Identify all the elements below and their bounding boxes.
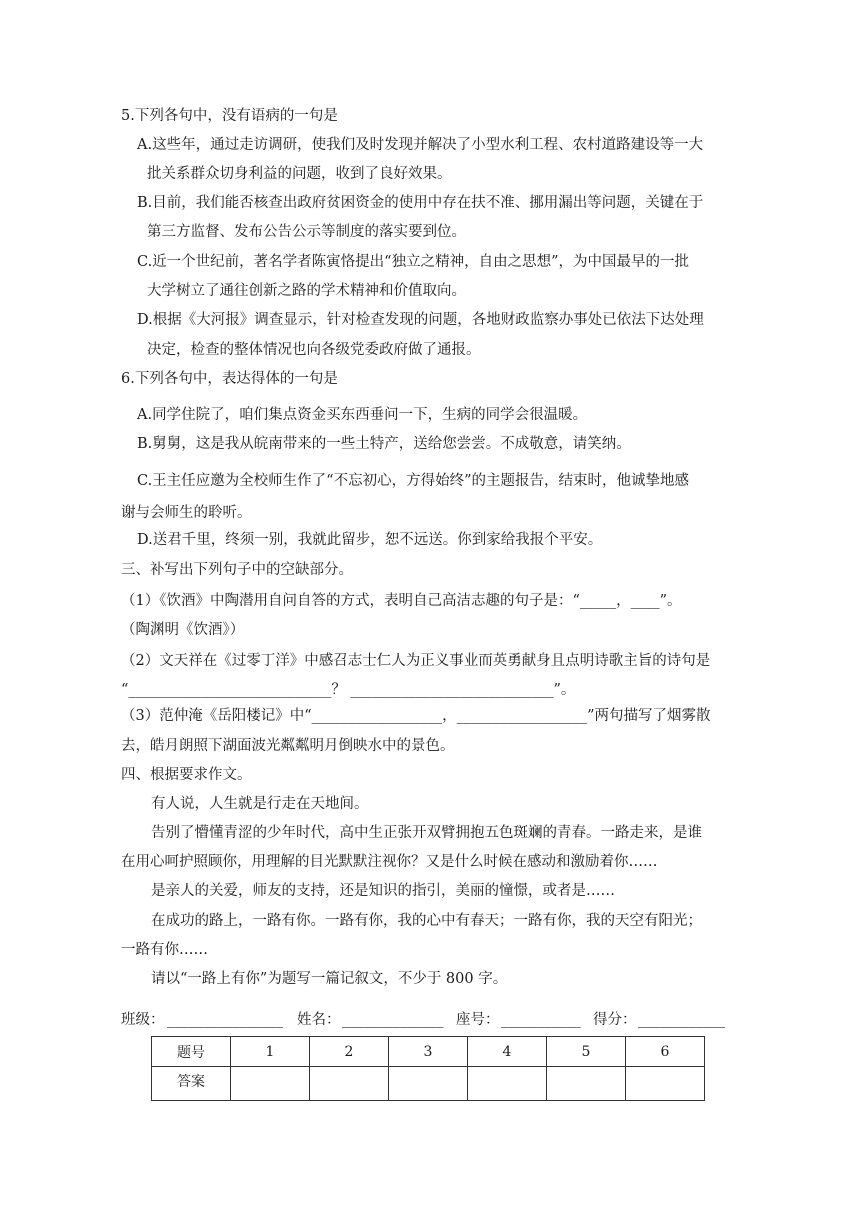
answer-cell[interactable] (468, 1067, 547, 1101)
score-blank[interactable]: ____________ (638, 1012, 725, 1028)
q5-option-d-line2: 决定，检查的整体情况也向各级党委政府做了通报。 (147, 342, 481, 358)
q5-option-a-line1: A.这些年，通过走访调研，使我们及时发现并解决了小型水利工程、农村道路建设等一大 (137, 137, 704, 153)
question-number-cell: 2 (310, 1037, 389, 1067)
answer-cell[interactable] (389, 1067, 468, 1101)
q5-option-d-line1: D.根据《大河报》调查显示，针对检查发现的问题，各地财政监察办事处已依法下达处理 (137, 312, 704, 328)
class-label: 班级： (121, 1012, 165, 1028)
class-blank[interactable]: ________________ (167, 1012, 283, 1028)
name-blank[interactable]: ______________ (342, 1012, 444, 1028)
answer-header: 答案 (152, 1067, 231, 1101)
q6-option-d: D.送君千里，终须一别，我就此留步，恕不远送。你到家给我报个平安。 (137, 532, 603, 548)
question-number-cell: 3 (389, 1037, 468, 1067)
answer-table (151, 1036, 705, 1101)
q5-option-b-line2: 第三方监督、发布公告公示等制度的落实要到位。 (147, 224, 466, 240)
score-label: 得分： (593, 1012, 637, 1028)
answer-cell[interactable] (231, 1067, 310, 1101)
part4-heading: 四、根据要求作文。 (121, 767, 252, 783)
q5-option-a-line2: 批关系群众切身利益的问题，收到了良好效果。 (147, 166, 452, 182)
q5-option-b-line1: B.目前，我们能否核查出政府贫困资金的使用中存在扶不准、挪用漏出等问题，关键在于 (137, 195, 704, 211)
question-number-row (152, 1037, 705, 1067)
essay-paragraph-2-line2: 在用心呵护照顾你，用理解的目光默默注视你？又是什么时候在感动和激励着你…… (121, 854, 658, 870)
part3-item3-line2: 去，皓月朗照下湖面波光粼粼明月倒映水中的景色。 (121, 738, 455, 754)
seat-label: 座号： (456, 1012, 500, 1028)
essay-requirement: 请以“一路上有你”为题写一篇记叙文，不少于 800 字。 (151, 971, 508, 987)
part3-item3: （3）范仲淹《岳阳楼记》中“__________________，__________________”两句描写了烟雾散 (121, 708, 711, 724)
q6-option-c-line2: 谢与会师生的聆听。 (121, 505, 252, 521)
question-number-header: 题号 (152, 1037, 231, 1067)
essay-paragraph-4-line1: 在成功的路上，一路有你。一路有你，我的心中有春天；一路有你，我的天空有阳光； (151, 913, 702, 929)
q6-option-c-line1: C.王主任应邀为全校师生作了“不忘初心，方得始终”的主题报告，结束时，他诚挚地感 (137, 473, 690, 489)
q5-option-c-line2: 大学树立了通往创新之路的学术精神和价值取向。 (147, 283, 466, 299)
q6-option-b: B.舅舅，这是我从皖南带来的一些土特产，送给您尝尝。不成敬意，请笑纳。 (137, 436, 631, 452)
question-number-cell: 1 (231, 1037, 310, 1067)
part3-item1-source: （陶渊明《饮酒》） (121, 622, 245, 638)
essay-paragraph-1: 有人说，人生就是行走在天地间。 (151, 796, 369, 812)
part3-item2-blanks: “____________________________？ ____________________________”。 (121, 682, 576, 698)
seat-blank[interactable]: ___________ (501, 1012, 581, 1028)
part3-item1: （1）《饮酒》中陶潜用自问自答的方式，表明自己高洁志趣的句子是：“_____，____”。 (121, 593, 682, 609)
part3-item2: （2）文天祥在《过零丁洋》中感召志士仁人为正义事业而英勇献身且点明诗歌主旨的诗句是 (121, 653, 711, 669)
question-number-cell: 4 (468, 1037, 547, 1067)
part3-heading: 三、补写出下列句子中的空缺部分。 (121, 562, 353, 578)
question-number-cell: 5 (547, 1037, 626, 1067)
essay-paragraph-3: 是亲人的关爱，师友的支持，还是知识的指引，美丽的憧憬，或者是…… (151, 883, 615, 899)
q5-stem: 5.下列各句中，没有语病的一句是 (121, 108, 338, 124)
essay-paragraph-2-line1: 告别了懵懂青涩的少年时代，高中生正张开双臂拥抱五色斑斓的青春。一路走来，是谁 (151, 825, 702, 841)
q5-option-c-line1: C.近一个世纪前，著名学者陈寅恪提出“独立之精神，自由之思想”，为中国最早的一批 (137, 254, 690, 270)
q6-stem: 6.下列各句中，表达得体的一句是 (121, 371, 338, 387)
q6-option-a: A.同学住院了，咱们集点资金买东西垂问一下，生病的同学会很温暖。 (137, 407, 588, 423)
answer-cell[interactable] (547, 1067, 626, 1101)
name-label: 姓名： (297, 1012, 341, 1028)
answer-row (152, 1067, 705, 1101)
essay-paragraph-4-line2: 一路有你…… (121, 942, 208, 958)
answer-cell[interactable] (310, 1067, 389, 1101)
answer-cell[interactable] (626, 1067, 705, 1101)
question-number-cell: 6 (626, 1037, 705, 1067)
